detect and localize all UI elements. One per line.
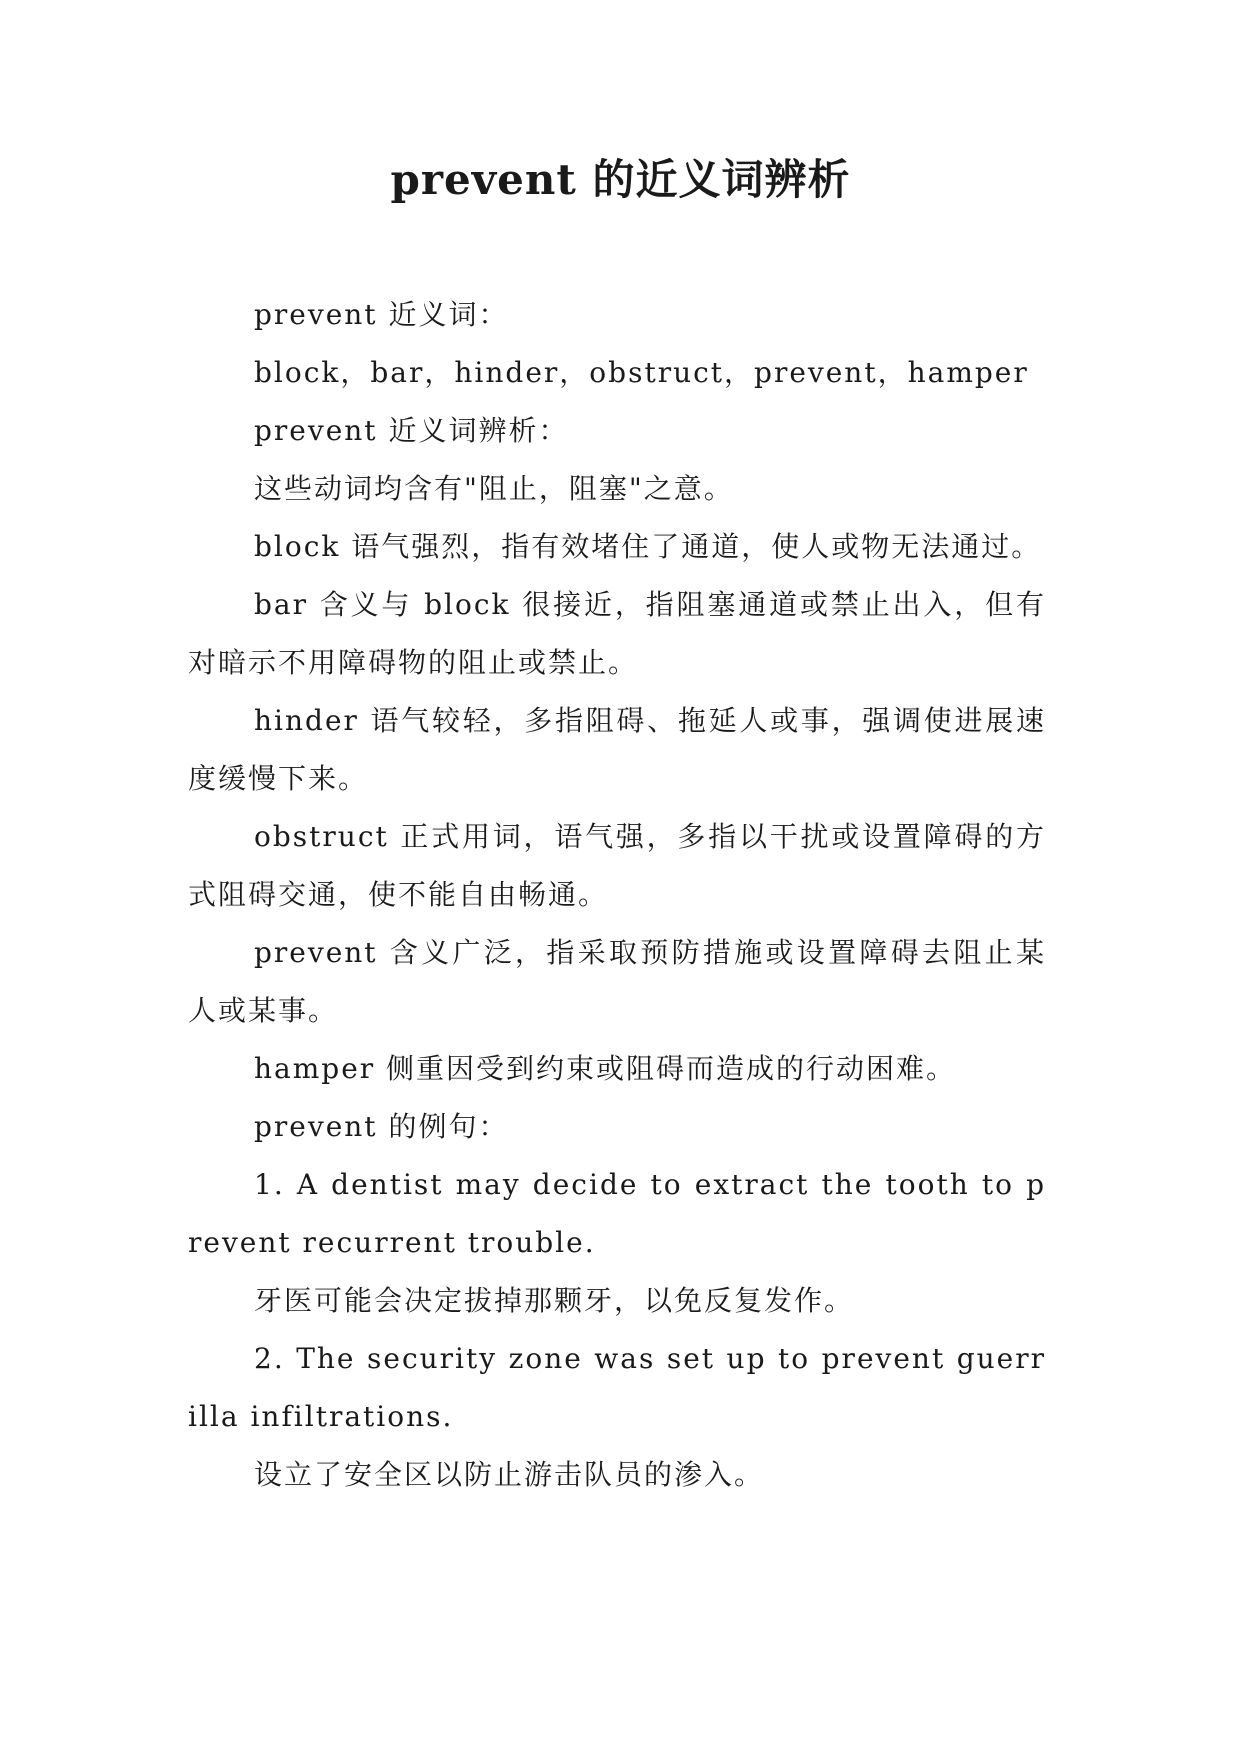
bar-definition: bar 含义与 block 很接近，指阻塞通道或禁止出入，但有对暗示不用障碍物的阻止或禁止。 — [188, 588, 1046, 679]
example-2-english: 2. The security zone was set up to prevent guerrilla infiltrations. — [188, 1342, 1046, 1433]
synonyms-list: block，bar，hinder，obstruct，prevent，hamper — [254, 356, 1029, 389]
synonyms-heading: prevent 近义词： — [254, 298, 509, 331]
prevent-definition: prevent 含义广泛，指采取预防措施或设置障碍去阻止某人或某事。 — [188, 936, 1046, 1027]
document-body — [188, 286, 1046, 1504]
example-1-chinese: 牙医可能会决定拔掉那颗牙，以免反复发作。 — [254, 1284, 855, 1317]
examples-heading: prevent 的例句： — [254, 1110, 509, 1143]
block-definition: block 语气强烈，指有效堵住了通道，使人或物无法通过。 — [254, 530, 1042, 563]
example-1-english: 1. A dentist may decide to extract the tooth to prevent recurrent trouble. — [188, 1168, 1046, 1259]
document-title: prevent 的近义词辨析 — [390, 155, 851, 204]
obstruct-definition: obstruct 正式用词，语气强，多指以干扰或设置障碍的方式阻碍交通，使不能自由畅通。 — [188, 820, 1046, 911]
analysis-heading: prevent 近义词辨析： — [254, 414, 569, 447]
hamper-definition: hamper 侧重因受到约束或阻碍而造成的行动困难。 — [254, 1052, 957, 1085]
example-2-chinese: 设立了安全区以防止游击队员的渗入。 — [254, 1458, 765, 1491]
hinder-definition: hinder 语气较轻，多指阻碍、拖延人或事，强调使进展速度缓慢下来。 — [188, 704, 1046, 795]
analysis-intro: 这些动词均含有"阻止，阻塞"之意。 — [254, 472, 734, 505]
